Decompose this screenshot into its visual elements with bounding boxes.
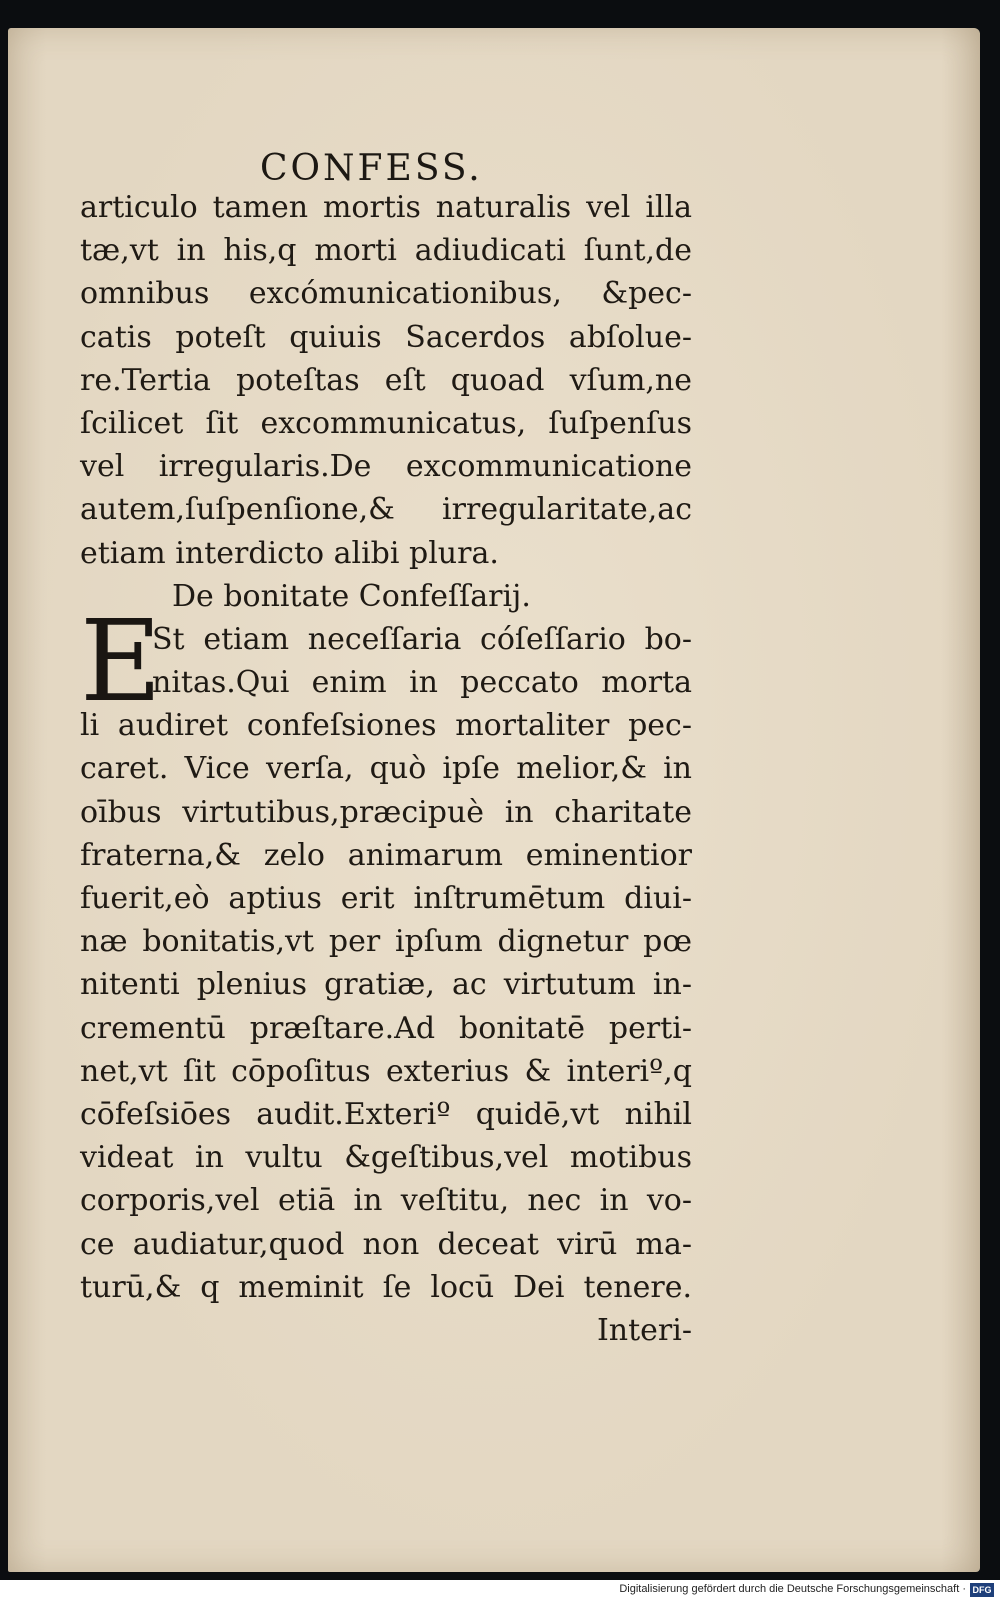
text-line: crementū præſtare.Ad bonitatē perti- (80, 1010, 692, 1046)
funding-credit: Digitalisierung gefördert durch die Deutsche Forschungsgemeinschaft · (619, 1583, 966, 1595)
text-line: net,vt ſit cōpoſitus exterius & interiº,q (80, 1053, 692, 1089)
catchword: Interi- (596, 1312, 692, 1348)
text-line: ce audiatur,quod non deceat virū ma- (80, 1226, 692, 1262)
running-header: CONFESS. (260, 148, 483, 189)
page-body (80, 186, 692, 1352)
text-line: tæ,vt in his,q morti adiudicati ſunt,de (80, 233, 692, 269)
text-line: omnibus excómunicationibus, &pec- (80, 276, 692, 312)
text-line: videat in vultu &geſtibus,vel motibus (80, 1140, 692, 1176)
text-line: re.Tertia poteſtas eſt quoad vſum,ne (80, 362, 692, 398)
text-line: etiam interdicto alibi plura. (80, 535, 499, 571)
text-line: caret. Vice verſa, quò ipſe melior,& in (80, 751, 692, 787)
text-line: ſcilicet ſit excommunicatus, ſuſpenſus (80, 405, 692, 441)
text-line: vel irregularis.De excommunicatione (80, 449, 692, 485)
text-line: St etiam neceſſaria cóſeſſario bo- (152, 621, 692, 657)
text-line: corporis,vel etiā in veſtitu, nec in vo- (80, 1183, 692, 1219)
drop-initial: E (80, 597, 162, 727)
dfg-logo-icon: DFG (970, 1583, 994, 1597)
text-line: li audiret confeſsiones mortaliter pec- (80, 708, 692, 744)
text-line: næ bonitatis,vt per ipſum dignetur pœ (80, 924, 692, 960)
text-line: cōfeſsiōes audit.Exteriº quidē,vt nihil (80, 1096, 692, 1132)
text-line: nitas.Qui enim in peccato morta (152, 665, 692, 701)
text-line: fuerit,eò aptius erit inſtrumētum diui- (80, 881, 692, 916)
text-line: autem,ſuſpenſione,& irregularitate,ac (80, 492, 692, 528)
text-line: oībus virtutibus,præcipuè in charitate (80, 794, 692, 830)
text-line: fraterna,& zelo animarum eminentior (80, 837, 692, 873)
text-line: articulo tamen mortis naturalis vel illa (80, 190, 692, 225)
section-heading: De bonitate Confeſſarij. (172, 578, 531, 614)
text-line: nitenti plenius gratiæ, ac virtutum in- (80, 967, 692, 1003)
text-line: catis poteſt quiuis Sacerdos abſolue- (80, 319, 692, 355)
text-line: turū,& q meminit ſe locū Dei tenere. (80, 1269, 692, 1305)
